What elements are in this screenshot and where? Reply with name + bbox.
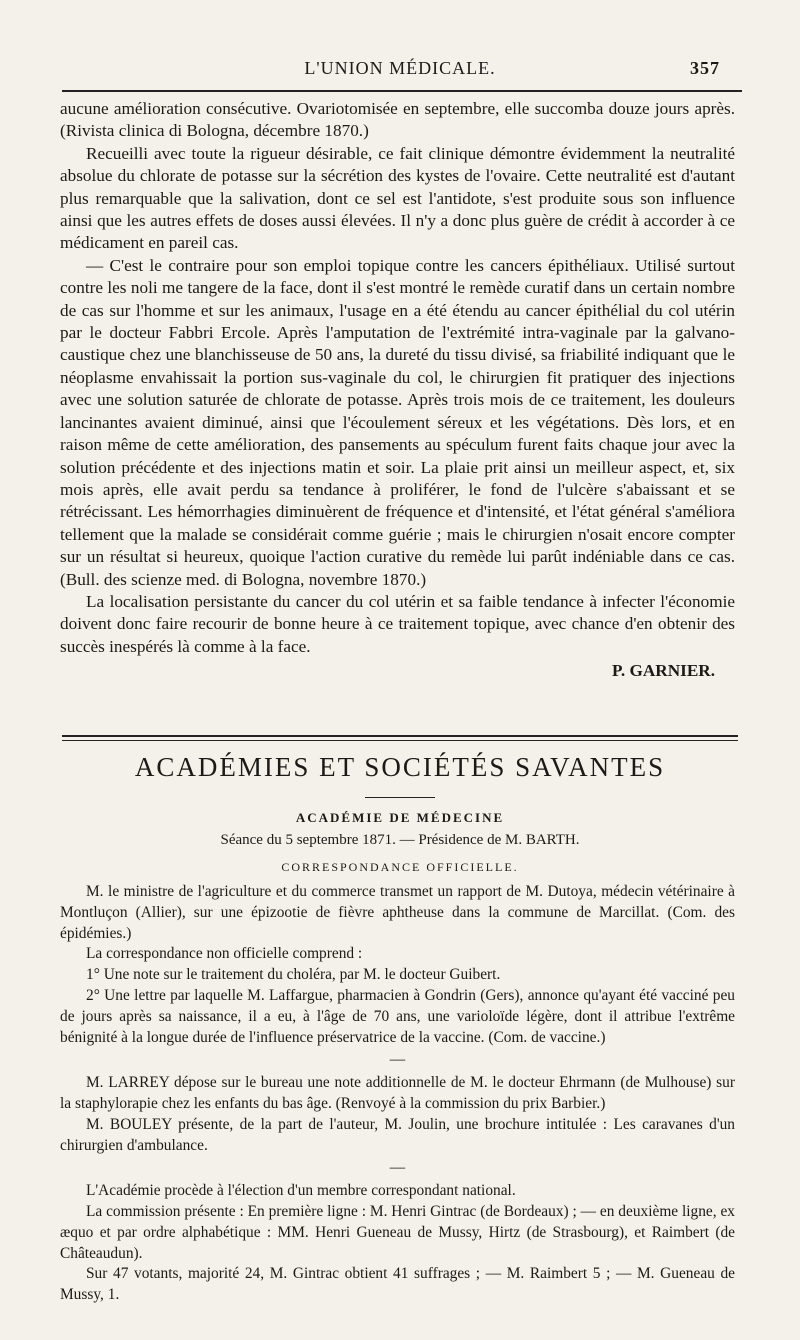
article-body bbox=[60, 98, 735, 683]
correspondence-heading: CORRESPONDANCE OFFICIELLE. bbox=[281, 860, 519, 874]
paragraph: M. le ministre de l'agriculture et du commerce transmet un rapport de M. Dutoya, médecin vétérinaire à Montluçon (Allier), sur une épizootie de fièvre aphtheuse dans la commune de Marcillat. (Com. des épidémies.) bbox=[60, 883, 735, 942]
running-header bbox=[60, 58, 740, 86]
paragraph: M. BOULEY présente, de la part de l'auteur, M. Joulin, une brochure intitulée : Les caravanes d'un chirurgien d'ambulance. bbox=[60, 1115, 735, 1154]
paragraph: La localisation persistante du cancer du col utérin et sa faible tendance à infecter l'économie doivent donc faire recourir de bonne heure à ce traitement topique, avec chance d'en obtenir des succès inespérés là comme à la face. bbox=[60, 591, 735, 656]
paragraph: La commission présente : En première ligne : M. Henri Gintrac (de Bordeaux) ; — en deuxième ligne, ex æquo et par ordre alphabétique : MM. Henri Gueneau de Mussy, Hirtz (de Strasbourg), et Raimbert (de Châteaudun). bbox=[60, 1202, 735, 1262]
paragraph: Sur 47 votants, majorité 24, M. Gintrac obtient 41 suffrages ; — M. Raimbert 5 ; — M. Gueneau de Mussy, 1. bbox=[60, 1265, 735, 1304]
paragraph: — C'est le contraire pour son emploi topique contre les cancers épithéliaux. Utilisé surtout contre les noli me tangere de la face, dont il s'est montré le remède curatif dans un certain nombre de cas sur l'homme et sur les animaux, l'usage en a été étendu au cancer épithélial du col utérin par le docteur Fabbri Ercole. Après l'amputation de l'extrémité intra-vaginale par la galvano-caustique chez une blanchisseuse de 50 ans, la dureté du tissu divisé, sa friabilité indiquant que le néoplasme envahissait la portion sus-vaginale du col, le chirurgien fit pratiquer des injections avec une solution saturée de chlorate de potasse. Après trois mois de ce traitement, les douleurs lancinantes avaient diminué, ainsi que l'écoulement séreux et les végétations. Dès lors, et en raison même de cette amélioration, des pansements au spéculum furent faits chaque jour avec la solution précédente et des injections matin et soir. La plaie prit ainsi un meilleur aspect, et, six mois après, elle avait perdu sa tendance à proliférer, le fond de l'ulcère s'abaissant et se rétrécissant. Les hémorrhagies diminuèrent de fréquence et d'intensité, et l'état général s'améliora tellement que la malade se considérait comme guérie ; mais le chirurgien n'osait encore compter sur un résultat si heureux, quoique l'action curative du remède lui parût indéniable dans ce cas. (Bull. des scienze med. di Bologna, novembre 1870.) bbox=[60, 255, 735, 589]
title-underline bbox=[365, 797, 435, 798]
paragraph: 1° Une note sur le traitement du choléra, par M. le docteur Guibert. bbox=[86, 966, 501, 984]
author-signature: P. GARNIER. bbox=[612, 661, 715, 681]
section-body bbox=[60, 882, 735, 1306]
paragraph: L'Académie procède à l'élection d'un membre correspondant national. bbox=[86, 1182, 516, 1200]
page-number: 357 bbox=[690, 58, 720, 78]
journal-title: L'UNION MÉDICALE. bbox=[304, 58, 496, 78]
paragraph: aucune amélioration consécutive. Ovariotomisée en septembre, elle succomba douze jours après. (Rivista clinica di Bologna, décembre 1870.) bbox=[60, 99, 735, 141]
seance-line: Séance du 5 septembre 1871. — Présidence de M. BARTH. bbox=[220, 832, 580, 848]
paragraph: 2° Une lettre par laquelle M. Laffargue, pharmacien à Gondrin (Gers), annonce qu'ayant été vacciné peu de jours après sa naissance, il a eu, à l'âge de 70 ans, une varioloïde légère, dont il attribue l'extrême bénignité à la longue durée de l'influence préservatrice de la vaccine. (Com. de vaccine.) bbox=[60, 986, 735, 1046]
paragraph: La correspondance non officielle comprend : bbox=[86, 945, 363, 963]
paragraph: M. LARREY dépose sur le bureau une note additionnelle de M. le docteur Ehrmann (de Mulhouse) sur la staphylorapie chez les enfants du bas âge. (Renvoyé à la commission du prix Barbier.) bbox=[60, 1074, 735, 1112]
section-title: ACADÉMIES ET SOCIÉTÉS SAVANTES bbox=[134, 752, 666, 782]
separator-dash: — bbox=[389, 1159, 406, 1177]
separator-dash: — bbox=[389, 1051, 406, 1069]
header-rule bbox=[62, 90, 742, 92]
section-subtitle: ACADÉMIE DE MÉDECINE bbox=[295, 810, 505, 825]
paragraph: Recueilli avec toute la rigueur désirable, ce fait clinique démontre évidemment la neutralité absolue du chlorate de potasse sur la sécrétion des kystes de l'ovaire. Cette neutralité est d'autant plus remarquable que la salivation, dont ce sel est l'antidote, s'est produite sous son influence ainsi que les autres effets de doses aussi élevées. Il n'y a donc plus guère de crédit à accorder à ce médicament en pareil cas. bbox=[60, 143, 735, 253]
section-divider bbox=[62, 735, 738, 741]
